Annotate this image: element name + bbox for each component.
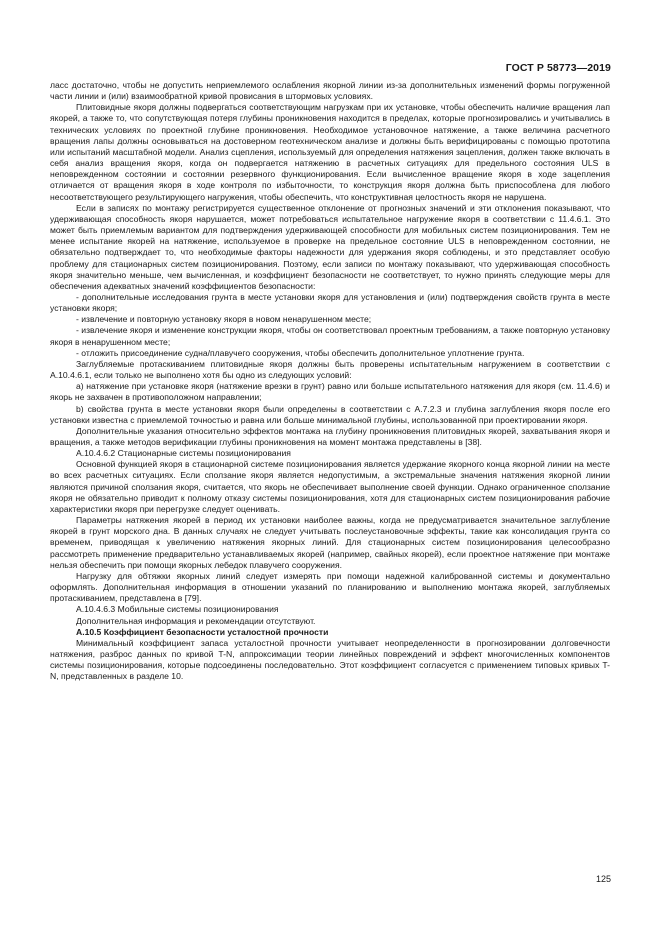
page-number: 125: [595, 874, 611, 884]
paragraph: Дополнительные указания относительно эффектов монтажа на глубину проникновения плитовидных якорей, захватывания якоря и вращения, а также методов верификации глубины проникновения на момент монтажа представлены в [38].: [50, 425, 610, 447]
paragraph: Если в записях по монтажу регистрируется существенное отклонение от прогнозных значений и эти отклонения показывают, что удерживающая способность якоря нарушается, может потребоваться испытательное нагружение якоря в соответствии с 11.4.6.1. Это может быть приемлемым вариантом для подтверждения удерживающей способности для мобильных систем позиционирования. Тем не менее испытание якорей на натяжение, используемое в проверке на предельное состояние ULS в неповрежденном состоянии, не обязательно подтверждает то, что необходимые факторы надежности для удержания якоря соблюдены, и это представляет особую проблему для стационарных систем позиционирования. Поэтому, если записи по монтажу показывают, что удерживающая способность якоря значительно меньше, чем вычисленная, и коэффициент безопасности не соответствует, то нужно принять следующие меры для обеспечения адекватных значений коэффициентов безопасности:: [50, 202, 610, 291]
paragraph: Минимальный коэффициент запаса усталостной прочности учитывает неопределенности в прогнозировании долговечности натяжения, разброс данных по кривой T-N, аппроксимации теории линейных повреждений и эффект многочисленных компонентов системы позиционирования, которые подсоединены последовательно. Этот коэффициент согласуется с применением типовых кривых T-N, представленных в разделе 10.: [50, 637, 610, 682]
list-item: - извлечение и повторную установку якоря в новом ненарушенном месте;: [76, 314, 372, 325]
paragraph: Заглубляемые протаскиванием плитовидные якоря должны быть проверены испытательным нагружением в соответствии с А.10.4.6.1, если только не выполнено хотя бы одно из следующих условий:: [50, 358, 610, 381]
paragraph: Дополнительная информация и рекомендации отсутствуют.: [76, 615, 316, 626]
list-item: - извлечение якоря и изменение конструкции якоря, чтобы он соответствовал проектным требованиям, а также повторную установку якоря в ненарушенном месте;: [50, 325, 610, 347]
paragraph-continuation: ласс достаточно, чтобы не допустить неприемлемого ослабления якорной линии из-за дополнительных изменений формы погруженной части линии и (или) взаимообратной кривой провисания в штормовых условиях.: [50, 80, 610, 102]
subsection-title: А.10.4.6.3 Мобильные системы позиционирования: [76, 604, 279, 615]
document-body: [50, 80, 610, 682]
paragraph: Параметры натяжения якорей в период их установки наиболее важны, когда не предусматривается значительное заглубление якорей в грунт морского дна. В данных случаях не следует учитывать послеустановочные эффекты, такие как консолидация грунта со временем, приводящая к увеличению натяжения якорных линий. Для стационарных систем позиционирования целесообразно рассмотреть применение предварительно устанавливаемых якорей (например, свайных якорей), если проектное натяжение при монтаже нельзя обеспечить при помощи якорных лебедок плавучего сооружения.: [50, 515, 610, 570]
list-item: - дополнительные исследования грунта в месте установки якоря для установления и (или) подтверждения свойств грунта в месте установки якоря;: [50, 291, 610, 314]
list-item: a) натяжение при установке якоря (натяжение врезки в грунт) равно или больше испытательного натяжения для якоря (см. 11.4.6) и якорь не захвачен в противоположном направлении;: [50, 381, 610, 403]
paragraph: Плитовидные якоря должны подвергаться соответствующим нагрузкам при их установке, чтобы обеспечить наличие вращения лап якорей, а также то, что сопутствующая потеря глубины проникновения находится в пределах, которые прогнозировались и учитывались в технических условиях по проектной глубине проникновения. Необходимое установочное натяжение, а также величина расчетного вращения лапы должны основываться на достоверном геотехническом анализе и должны быть верифицированы с помощью прототипа или испытаний масштабной модели. Анализ сцепления, используемый для определения натяжения зацепления, должен также включать в себя анализ вращения якоря, когда он подвергается натяжению в расчетных ситуациях для предельного состояния ULS в неповрежденном состоянии и состоянии резервного функционирования. Если вычисленное вращение якоря в ходе зацепления отличается от вращения якоря в ходе контроля по избыточности, то конструкция якоря должна быть приспособлена для любого несоответствующего результирующего нагружения, чтобы обеспечить, что конструктивная целостность якоря не нарушена.: [50, 102, 610, 202]
document-standard-id: ГОСТ Р 58773—2019: [505, 62, 611, 74]
section-heading: А.10.5 Коэффициент безопасности усталостной прочности: [76, 626, 329, 637]
paragraph: Нагрузку для обтяжки якорных линий следует измерять при помощи надежной калиброванной системы и документально оформлять. Дополнительная информация в отношении указаний по планированию и выполнению монтажа якорей, заглубляемых протаскиванием, представлена в [79].: [50, 570, 610, 604]
list-item: b) свойства грунта в месте установки якоря были определены в соответствии с А.7.2.3 и глубина заглубления якоря после его установки известна с приемлемой точностью и равна или больше минимальной глубины, использованной при проектировании якоря.: [50, 403, 610, 425]
paragraph: Основной функцией якоря в стационарной системе позиционирования является удержание якорного конца якорной линии на месте во всех расчетных ситуациях. Если сползание якоря является недопустимым, а экстремальные значения натяжения якорной линии являются причиной сползания якоря, считается, что якорь не обеспечивает выполнение своей функции. Однако ограниченное сползание якоря не обязательно приводит к полному отказу системы позиционирования, хотя для стационарных систем позиционирования рабочие характеристики якоря при перегрузке следует оценивать.: [50, 459, 610, 514]
subsection-title: А.10.4.6.2 Стационарные системы позиционирования: [76, 448, 291, 459]
list-item: - отложить присоединение судна/плавучего сооружения, чтобы обеспечить дополнительное уплотнение грунта.: [76, 347, 525, 358]
